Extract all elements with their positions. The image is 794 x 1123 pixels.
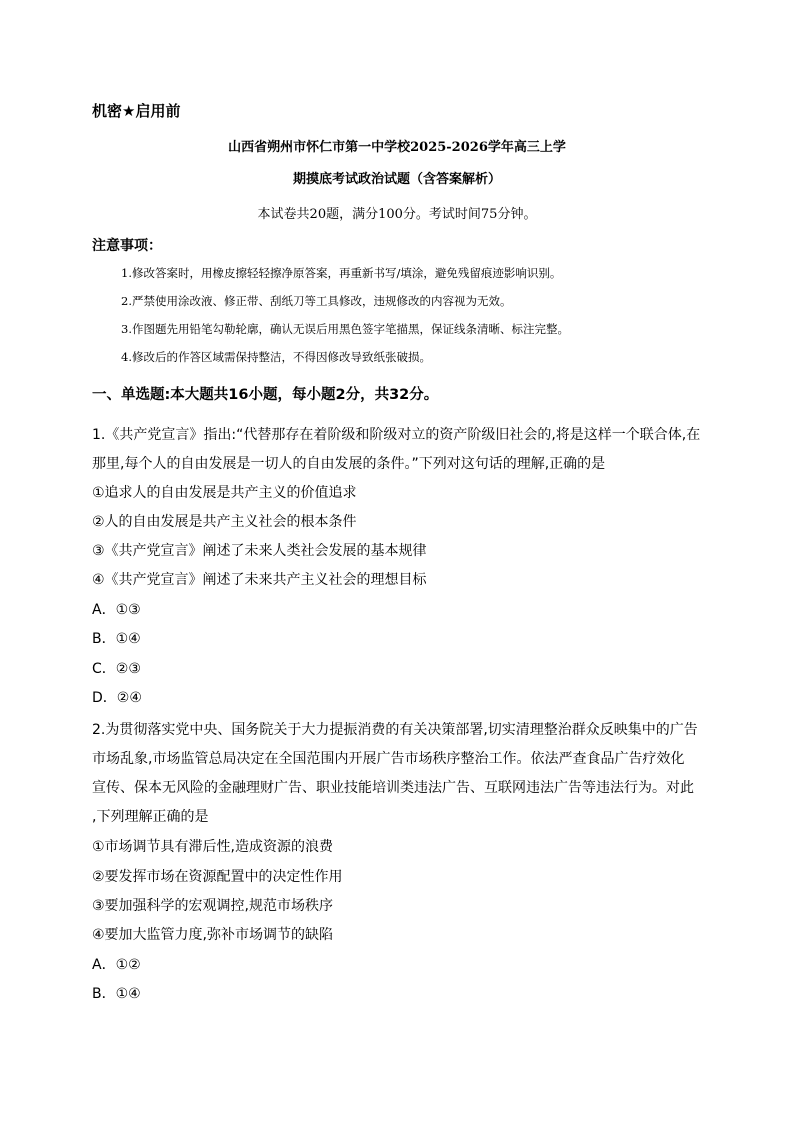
question-1-option-d[interactable]: D．②④ [92, 690, 142, 706]
confidential-label: 机密★启用前 [92, 102, 181, 120]
question-1-option-c[interactable]: C．②③ [92, 661, 141, 677]
question-1-statement: ①追求人的自由发展是共产主义的价值追求 [92, 485, 357, 501]
section-heading: 一、单选题:本大题共16小题，每小题2分，共32分。 [92, 387, 439, 403]
question-1-stem: 那里,每个人的自由发展是一切人的自由发展的条件。”下列对这句话的理解,正确的是 [92, 456, 606, 472]
question-2-stem: 市场乱象,市场监管总局决定在全国范围内开展广告市场秩序整治工作。依法严查食品广告疗效化 [92, 751, 685, 767]
question-2-stem: ,下列理解正确的是 [92, 809, 209, 825]
question-2-statement: ①市场调节具有滞后性,造成资源的浪费 [92, 839, 333, 855]
question-1-statement: ④《共产党宣言》阐述了未来共产主义社会的理想目标 [92, 572, 427, 588]
question-2-statement: ②要发挥市场在资源配置中的决定性作用 [92, 869, 343, 885]
question-2-option-b[interactable]: B．①④ [92, 986, 141, 1002]
notice-item: 2.严禁使用涂改液、修正带、刮纸刀等工具修改，违规修改的内容视为无效。 [121, 294, 512, 308]
question-1-option-b[interactable]: B．①④ [92, 631, 141, 647]
question-1-statement: ③《共产党宣言》阐述了未来人类社会发展的基本规律 [92, 543, 427, 559]
notice-item: 3.作图题先用铅笔勾勒轮廓，确认无误后用黑色签字笔描黑，保证线条清晰、标注完整。 [121, 322, 569, 336]
question-2-statement: ④要加大监管力度,弥补市场调节的缺陷 [92, 927, 333, 943]
question-1-stem: 1.《共产党宣言》指出:“代替那存在着阶级和阶级对立的资产阶级旧社会的,将是这样一个联合体,在 [92, 427, 701, 443]
question-2-stem: 2.为贯彻落实党中央、国务院关于大力提振消费的有关决策部署,切实清理整治群众反映集中的广告 [92, 722, 698, 738]
exam-info: 本试卷共20题，满分100分。考试时间75分钟。 [257, 207, 537, 222]
question-1-statement: ②人的自由发展是共产主义社会的根本条件 [92, 514, 357, 530]
question-2-option-a[interactable]: A．①② [92, 957, 141, 973]
notice-heading: 注意事项： [92, 238, 162, 254]
exam-title-line-2: 期摸底考试政治试题（含答案解析） [292, 172, 501, 187]
notice-item: 4.修改后的作答区域需保持整洁，不得因修改导致纸张破损。 [121, 350, 431, 364]
question-2-statement: ③要加强科学的宏观调控,规范市场秩序 [92, 898, 333, 914]
question-2-stem: 宣传、保本无风险的金融理财广告、职业技能培训类违法广告、互联网违法广告等违法行为。对此 [92, 780, 694, 796]
exam-title-line-1: 山西省朔州市怀仁市第一中学校2025-2026学年高三上学 [228, 140, 566, 155]
question-1-option-a[interactable]: A．①③ [92, 602, 141, 618]
notice-item: 1.修改答案时，用橡皮擦轻轻擦净原答案，再重新书写/填涂，避免残留痕迹影响识别。 [121, 266, 562, 280]
